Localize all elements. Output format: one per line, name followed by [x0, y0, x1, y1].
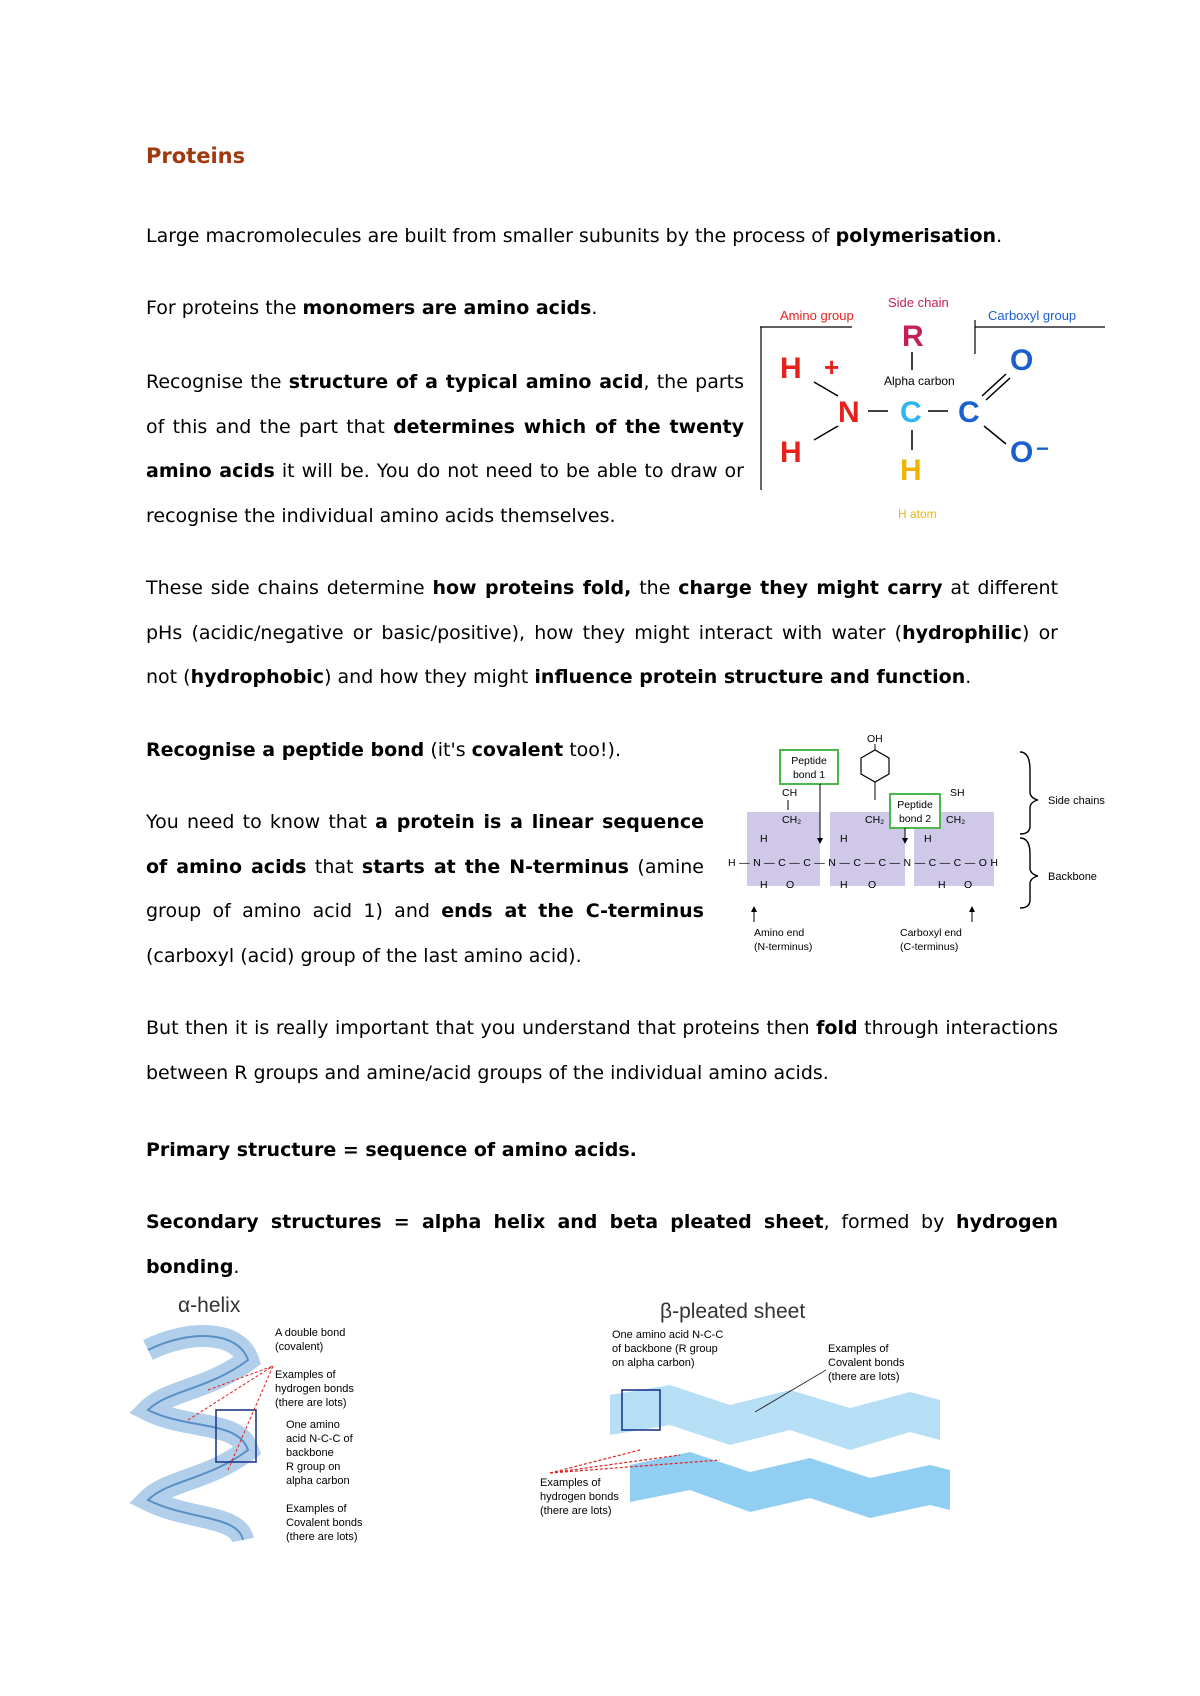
bold-text: Secondary structures = alpha helix and beta pleated sheet: [146, 1211, 824, 1233]
beta-sheet-title: β-pleated sheet: [660, 1300, 806, 1323]
text: You need to know that: [146, 811, 376, 833]
text: ) and how they might: [324, 666, 535, 688]
benzene-ring: [861, 750, 889, 782]
backbone-h: H: [760, 879, 768, 891]
paragraph-polymerisation: [146, 214, 1058, 259]
text: These side chains determine: [146, 577, 433, 599]
side-chain-label: Side chain: [888, 295, 949, 310]
hydrogen-bonds-label: (there are lots): [540, 1505, 612, 1517]
side-chain-ch2: CH₂: [865, 814, 885, 826]
peptide-bond-1-label: bond 1: [792, 769, 826, 781]
carboxyl-end-label: (C-terminus): [900, 941, 959, 953]
bold-text: charge they might carry: [678, 577, 943, 599]
backbone-o: O: [786, 879, 795, 891]
amino-end-label: Amino end: [754, 927, 805, 939]
text: that: [306, 855, 362, 878]
one-amino-acid-label: acid N-C-C of: [286, 1433, 353, 1445]
hydrogen-bonds-label: Examples of: [275, 1369, 336, 1381]
side-chain-ch2: CH₂: [946, 814, 966, 826]
lower-strand: [630, 1452, 950, 1518]
bold-text: fold: [816, 1017, 858, 1039]
covalent-bonds-label: Examples of: [286, 1503, 347, 1515]
text: , formed by: [823, 1211, 957, 1233]
one-amino-acid-label: alpha carbon: [286, 1475, 350, 1487]
text: too!).: [563, 739, 621, 761]
carboxyl-group-label: Carboxyl group: [988, 308, 1077, 323]
h-atom-label: H atom: [898, 507, 937, 521]
backbone-h: H: [840, 879, 848, 891]
covalent-bonds-label: Examples of: [828, 1343, 889, 1355]
alpha-helix-figure: [128, 1290, 398, 1550]
backbone-h: H: [938, 879, 946, 891]
backbone-h: H: [924, 833, 932, 845]
bold-text: a protein is a linear sequence of amino acids: [146, 811, 704, 878]
peptide-bond-2-label: bond 2: [898, 813, 932, 825]
covalent-bonds-label: (there are lots): [286, 1531, 358, 1543]
alpha-carbon-atom: C: [900, 396, 922, 429]
text: .: [233, 1255, 240, 1278]
bold-text: hydrophobic: [190, 666, 325, 688]
bold-text: hydrogen bonding: [146, 1211, 1058, 1278]
text: at different pHs (acidic/negative or basic/positive), how they might interact with water (: [146, 577, 1059, 644]
backbone-brace: [1020, 838, 1038, 908]
bold-text: starts at the N-terminus: [361, 855, 629, 878]
bold-text: monomers are amino acids: [302, 297, 592, 319]
bold-text: influence protein structure and function: [534, 666, 966, 688]
carboxyl-carbon-atom: C: [958, 396, 980, 429]
hydrogen-bonds-label: Examples of: [540, 1477, 601, 1489]
peptide-bond-figure: [720, 730, 1120, 968]
nitrogen-atom: N: [838, 396, 860, 429]
carboxylate-oxygen: O: [1010, 436, 1034, 469]
backbone-o: O: [964, 879, 973, 891]
alpha-carbon-label: Alpha carbon: [884, 374, 955, 388]
one-amino-acid-label: R group on: [286, 1461, 341, 1473]
paragraph-linear-sequence: [146, 800, 704, 978]
covalent-bonds-label: Covalent bonds: [828, 1357, 905, 1369]
paragraph-secondary-structure: [146, 1200, 1058, 1289]
one-amino-acid-label: on alpha carbon): [612, 1357, 695, 1369]
bold-text: structure of a typical amino acid: [288, 371, 644, 393]
text: .: [591, 297, 598, 319]
bold-text: Primary structure = sequence of amino acids.: [146, 1139, 637, 1161]
carboxyl-end-label: Carboxyl end: [900, 927, 962, 939]
text: the: [631, 577, 679, 599]
backbone-o: O: [868, 879, 877, 891]
peptide-bond-1-label: Peptide: [791, 755, 827, 767]
double-bond-label: (covalent): [275, 1341, 324, 1353]
one-amino-acid-label: backbone: [286, 1447, 334, 1459]
one-amino-acid-label: One amino: [286, 1419, 340, 1431]
hydrogen-bonds-label: hydrogen bonds: [275, 1383, 354, 1395]
amine-h-top: H: [780, 352, 802, 385]
side-chain-ch2: CH₂: [782, 814, 802, 826]
text: For proteins the: [146, 297, 303, 319]
paragraph-amino-acid-structure: [146, 360, 744, 538]
text: (it's: [424, 739, 472, 761]
plus-charge: +: [824, 352, 840, 382]
paragraph-folding: [146, 1006, 1058, 1095]
text: (carboxyl (acid) group of the last amino acid).: [146, 944, 582, 967]
one-amino-acid-label: of backbone (R group: [612, 1343, 718, 1355]
text: But then it is really important that you understand that proteins then: [146, 1017, 817, 1039]
text: (amine group of amino acid 1) and: [146, 855, 704, 922]
beta-sheet-figure: [530, 1290, 960, 1550]
helix-ribbon: [148, 1336, 248, 1540]
text: through interactions between R groups and amine/acid groups of the individual amino acids.: [146, 1017, 1059, 1084]
text: Recognise the: [146, 371, 289, 393]
covalent-bonds-label: (there are lots): [828, 1371, 900, 1383]
amino-end-label: (N-terminus): [754, 941, 813, 953]
amine-h-bottom: H: [780, 436, 802, 469]
double-bond-label: A double bond: [275, 1327, 346, 1339]
peptide-bond-2-label: Peptide: [897, 799, 933, 811]
minus-charge: −: [1036, 436, 1049, 461]
bold-text: hydrophilic: [902, 621, 1022, 644]
paragraph-primary-structure: [146, 1128, 1058, 1173]
side-chain-sh: SH: [950, 787, 965, 799]
covalent-bonds-label: Covalent bonds: [286, 1517, 363, 1529]
one-amino-acid-label: One amino acid N-C-C: [612, 1329, 724, 1341]
backbone-chain: H—N—C—C—N—C—C—N—C—C—OH: [728, 857, 998, 869]
bold-text: covalent: [471, 739, 564, 761]
paragraph-peptide-bond: [146, 728, 704, 773]
amino-group-label: Amino group: [780, 308, 854, 323]
bold-text: how proteins fold,: [432, 577, 632, 599]
hydrogen-bonds-label: hydrogen bonds: [540, 1491, 619, 1503]
bold-text: ends at the C-terminus: [441, 900, 704, 922]
side-chain-ch: CH: [782, 787, 798, 799]
backbone-label: Backbone: [1048, 871, 1097, 883]
bold-text: polymerisation: [835, 225, 997, 247]
r-group-atom: R: [902, 320, 924, 353]
bold-text: determines which of the twenty amino acids: [146, 415, 744, 482]
side-chains-label: Side chains: [1048, 795, 1105, 807]
alpha-hydrogen-atom: H: [900, 454, 922, 487]
side-chains-brace: [1020, 752, 1038, 834]
tyrosine-oh: OH: [867, 733, 883, 745]
bold-text: Recognise a peptide bond: [146, 739, 425, 761]
paragraph-side-chains: [146, 566, 1058, 700]
text: , the parts of this and the part that: [146, 371, 744, 438]
text: .: [996, 225, 1003, 247]
text: it will be. You do not need to be able to draw or recognise the individual amino acids themselves.: [146, 460, 744, 527]
amino-acid-structure-figure: [760, 290, 1105, 530]
backbone-h: H: [840, 833, 848, 845]
text: .: [965, 666, 972, 688]
carbonyl-oxygen: O: [1010, 344, 1034, 377]
text: ) or not (: [146, 621, 1058, 688]
alpha-helix-title: α-helix: [178, 1294, 241, 1317]
page-title: Proteins: [146, 144, 246, 168]
backbone-h: H: [760, 833, 768, 845]
text: Large macromolecules are built from smaller subunits by the process of: [146, 225, 836, 247]
hydrogen-bonds-label: (there are lots): [275, 1397, 347, 1409]
